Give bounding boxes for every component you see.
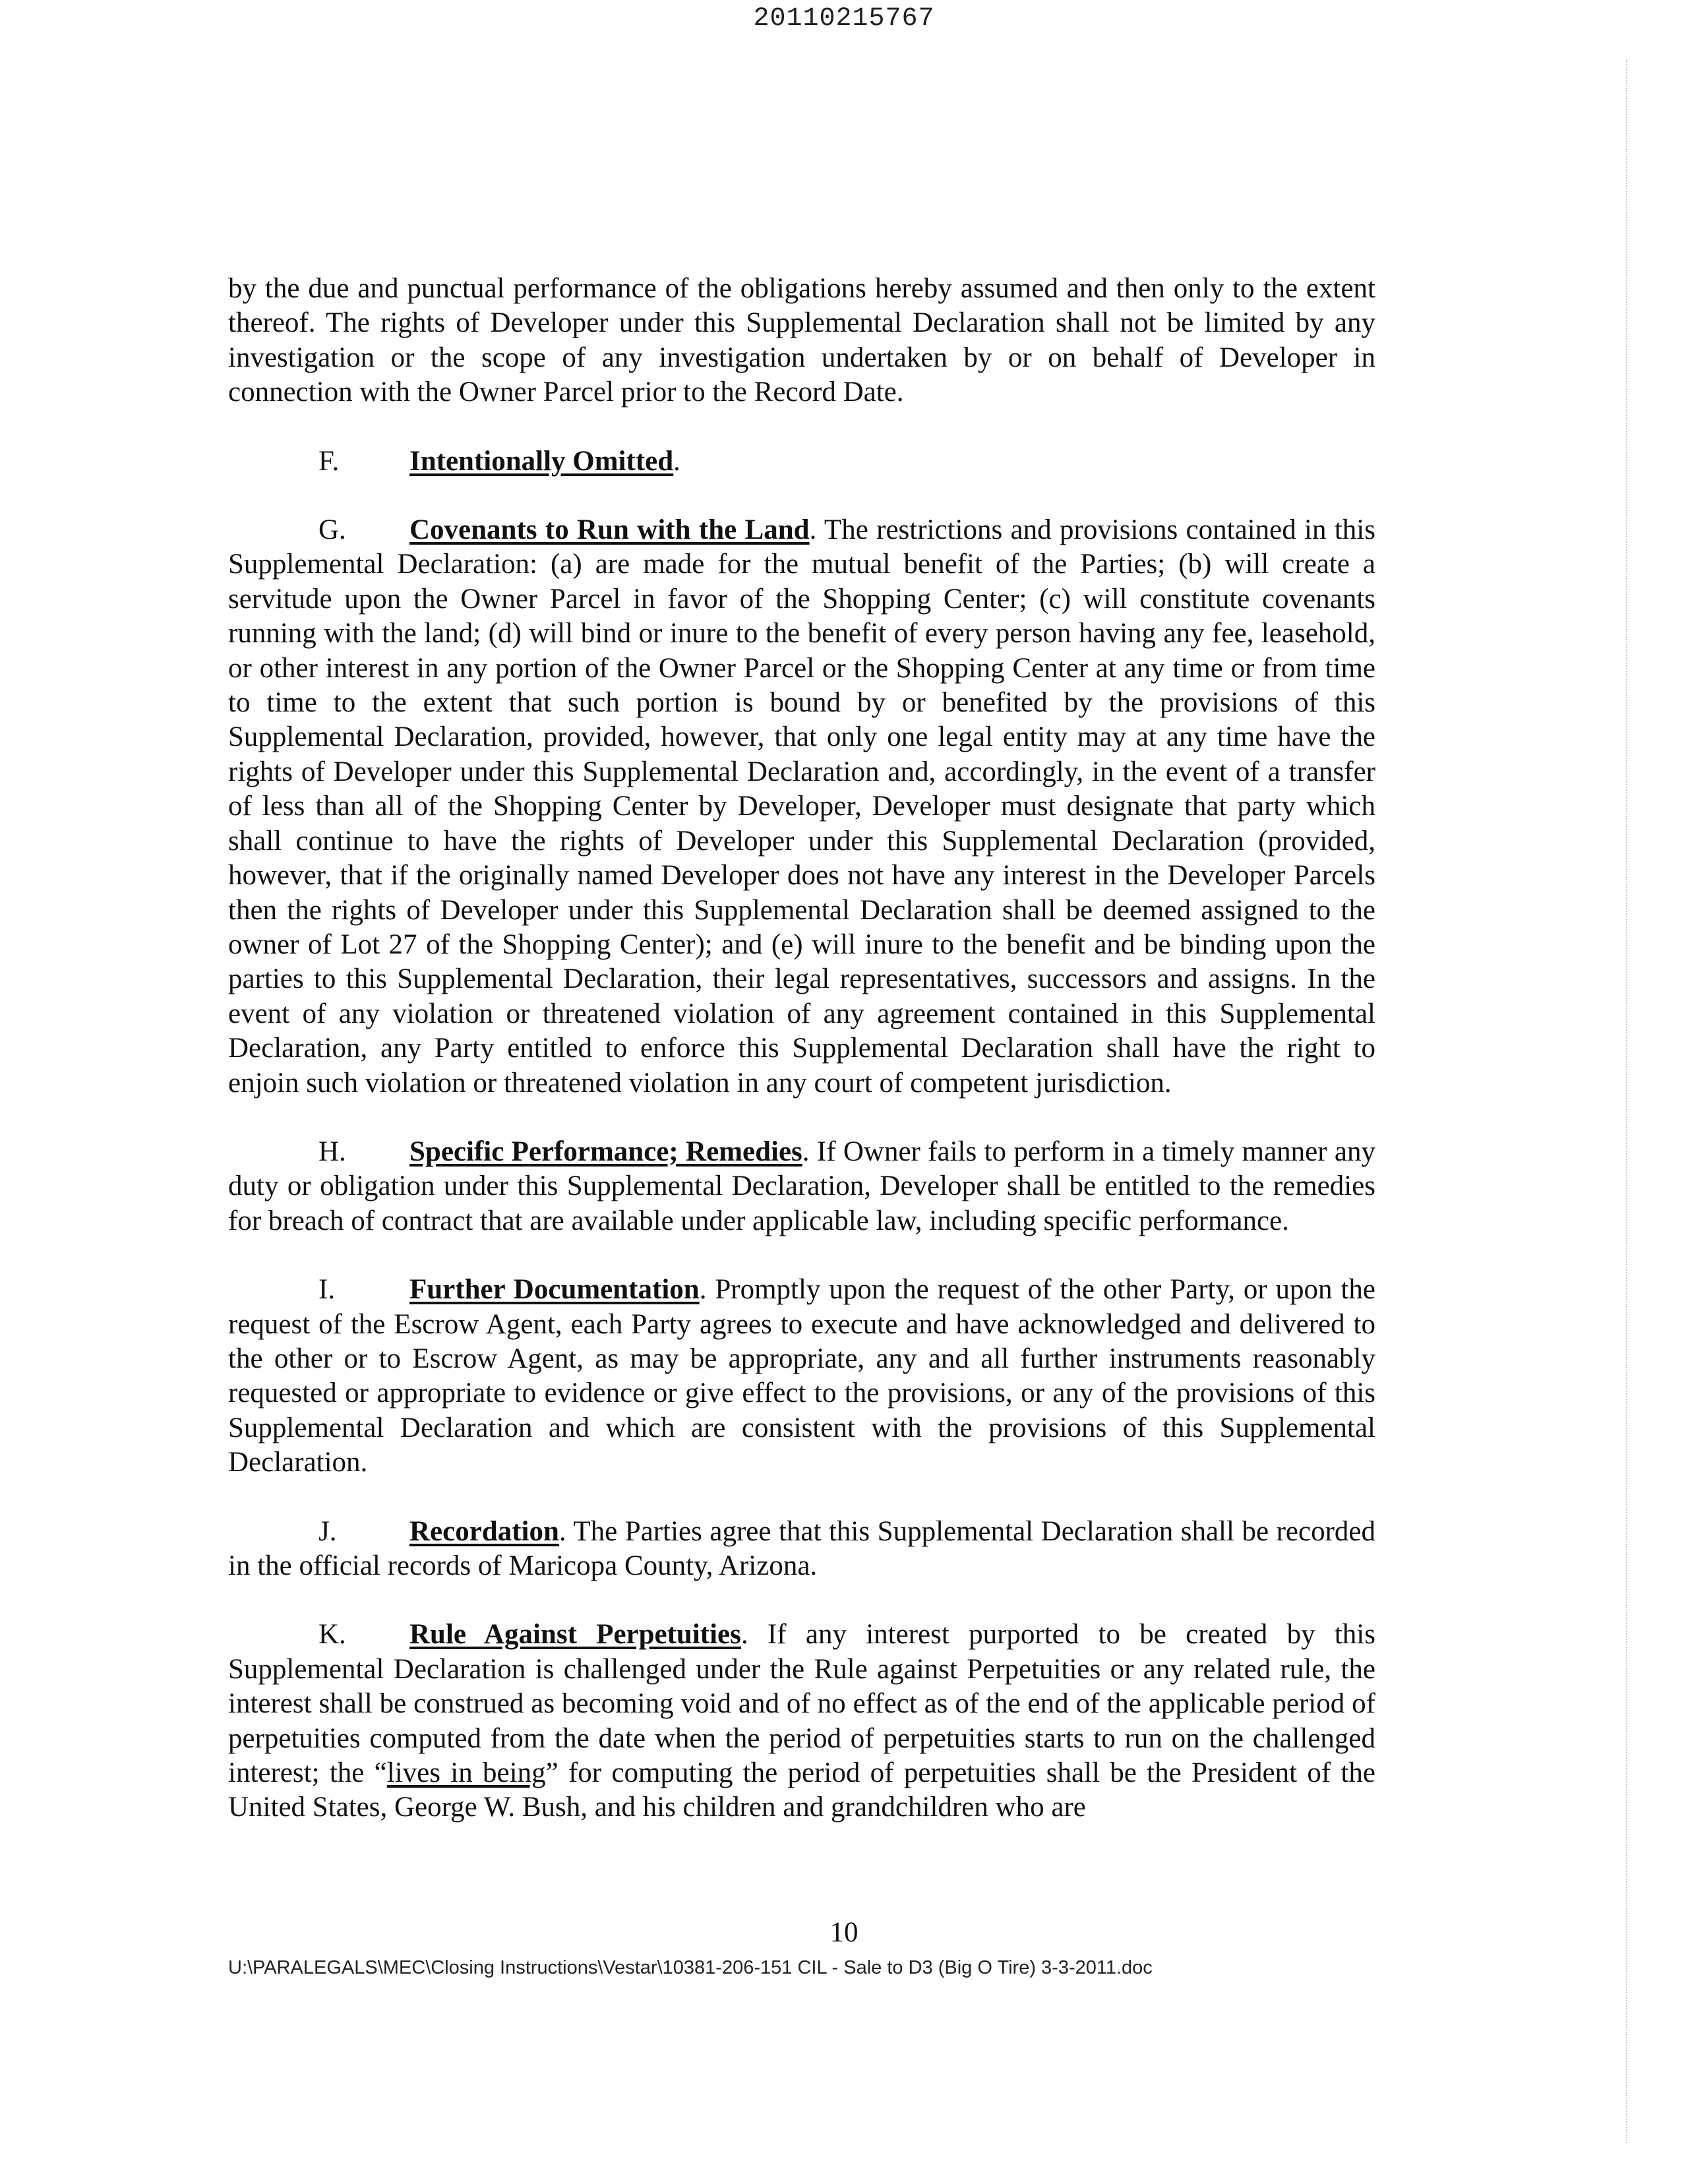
section-letter: H. xyxy=(318,1136,346,1167)
continuation-paragraph: by the due and punctual performance of the obligations hereby assumed and then only to the extent thereof. The rights of Developer under this Supplemental Declaration shall not be limited by any investigation or the scope of any investigation undertaken by or on behalf of Developer in connection with the Owner Parcel prior to the Record Date. xyxy=(228,273,1375,408)
document-body xyxy=(228,272,1375,1860)
section-heading: Recordation xyxy=(409,1515,559,1547)
section-h: H. Specific Performance; Remedies. If Owner fails to perform in a timely manner any duty or obligation under this Supplemental Declaration, Developer shall be entitled to the remedies for breach of contract that are available under applicable law, including specific performance. xyxy=(228,1136,1376,1236)
section-k: K. Rule Against Perpetuities. If any interest purported to be created by this Supplemental Declaration is challenged under the Rule against Perpetuities or any related rule, the interest shall be construed as becoming void and of no effect as of the end of the applicable period of perpetuities computed from the date when the period of perpetuities starts to run on the challenged interest; the “lives in being” for computing the period of perpetuities shall be the President of the United States, George W. Bush, and his children and grandchildren who are xyxy=(228,1619,1375,1823)
section-text: If Owner fails to perform in a timely manner any duty or obligation under this Supplemental Declaration, Developer shall be entitled to the remedies for breach of contract that are available under applicable law, including specific performance. xyxy=(228,1136,1376,1236)
underlined-term: lives in being xyxy=(386,1757,546,1789)
section-letter: I. xyxy=(318,1274,336,1306)
section-text: Promptly upon the request of the other Party, or upon the request of the Escrow Agent, each Party agrees to execute and have acknowledged and delivered to the other or to Escrow Agent, as may be appropriate, any and all further instruments reasonably requested or appropriate to evidence or give effect to the provisions, or any of the provisions of this Supplemental Declaration and which are consistent with the provisions of this Supplemental Declaration. xyxy=(228,1274,1375,1478)
section-letter: K. xyxy=(318,1619,346,1651)
document-number: 20110215767 xyxy=(753,4,935,34)
section-heading: Intentionally Omitted xyxy=(409,445,674,477)
section-text: If any interest purported to be created by this Supplemental Declaration is challenged under the Rule against Perpetuities or any related rule, the interest shall be construed as becoming void and of no effect as of the end of the applicable period of perpetuities computed from the date when the period of perpetuities starts to run on the challenged interest; the “ xyxy=(228,1619,1375,1789)
section-text: The Parties agree that this Supplemental Declaration shall be recorded in the official records of Maricopa County, Arizona. xyxy=(228,1515,1375,1581)
section-text-continued: ” for computing the period of perpetuities shall be the President of the United States, George W. Bush, and his children and grandchildren who are xyxy=(228,1757,1375,1823)
section-j: J. Recordation. The Parties agree that this Supplemental Declaration shall be recorded in the official records of Maricopa County, Arizona. xyxy=(228,1515,1375,1581)
section-letter: J. xyxy=(318,1515,337,1547)
section-heading: Further Documentation xyxy=(409,1274,700,1306)
page-number: 10 xyxy=(829,1917,859,1948)
section-letter: G. xyxy=(318,514,346,546)
section-f: F. Intentionally Omitted. xyxy=(228,444,1375,479)
section-letter: F. xyxy=(318,445,340,477)
section-heading: Specific Performance; Remedies xyxy=(409,1136,802,1167)
scan-edge-line xyxy=(1626,59,1627,2143)
footer-file-path: U:\PARALEGALS\MEC\Closing Instructions\Vestar\10381-206-151 CIL - Sale to D3 (Big O Tire) 3-3-2011.doc xyxy=(228,1957,1153,1978)
section-heading: Rule Against Perpetuities xyxy=(409,1619,741,1651)
section-text: The restrictions and provisions contained in this Supplemental Declaration: (a) are made for the mutual benefit of the Parties; (b) will create a servitude upon the Owner Parcel in favor of the Shopping Center; (c) will constitute covenants running with the land; (d) will bind or inure to the benefit of every person having any fee, leasehold, or other interest in any portion of the Owner Parcel or the Shopping Center at any time or from time to time to the extent that such portion is bound by or benefited by the provisions of this Supplemental Declaration, provided, however, that only one legal entity may at any time have the rights of Developer under this Supplemental Declaration and, accordingly, in the event of a transfer of less than all of the Shopping Center by Developer, Developer must designate that party which shall continue to have the rights of Developer under this Supplemental Declaration (provided, however, that if the originally named Developer does not have any interest in the Developer Parcels then the rights of Developer under this Supplemental Declaration shall be deemed assigned to the owner of Lot 27 of the Shopping Center); and (e) will inure to the benefit and be binding upon the parties to this Supplemental Declaration, their legal representatives, successors and assigns. In the event of any violation or threatened violation of any agreement contained in this Supplemental Declaration, any Party entitled to enforce this Supplemental Declaration shall have the right to enjoin such violation or threatened violation in any court of competent jurisdiction. xyxy=(228,514,1375,1099)
section-i: I. Further Documentation. Promptly upon the request of the other Party, or upon the request of the Escrow Agent, each Party agrees to execute and have acknowledged and delivered to the other or to Escrow Agent, as may be appropriate, any and all further instruments reasonably requested or appropriate to evidence or give effect to the provisions, or any of the provisions of this Supplemental Declaration and which are consistent with the provisions of this Supplemental Declaration. xyxy=(228,1274,1375,1478)
section-g: G. Covenants to Run with the Land. The restrictions and provisions contained in this Supplemental Declaration: (a) are made for the mutual benefit of the Parties; (b) will create a servitude upon the Owner Parcel in favor of the Shopping Center; (c) will constitute covenants running with the land; (d) will bind or inure to the benefit of every person having any fee, leasehold, or other interest in any portion of the Owner Parcel or the Shopping Center at any time or from time to time to the extent that such portion is bound by or benefited by the provisions of this Supplemental Declaration, provided, however, that only one legal entity may at any time have the rights of Developer under this Supplemental Declaration and, accordingly, in the event of a transfer of less than all of the Shopping Center by Developer, Developer must designate that party which shall continue to have the rights of Developer under this Supplemental Declaration (provided, however, that if the originally named Developer does not have any interest in the Developer Parcels then the rights of Developer under this Supplemental Declaration shall be deemed assigned to the owner of Lot 27 of the Shopping Center); and (e) will inure to the benefit and be binding upon the parties to this Supplemental Declaration, their legal representatives, successors and assigns. In the event of any violation or threatened violation of any agreement contained in this Supplemental Declaration, any Party entitled to enforce this Supplemental Declaration shall have the right to enjoin such violation or threatened violation in any court of competent jurisdiction. xyxy=(228,514,1375,1099)
section-heading: Covenants to Run with the Land xyxy=(409,514,810,546)
